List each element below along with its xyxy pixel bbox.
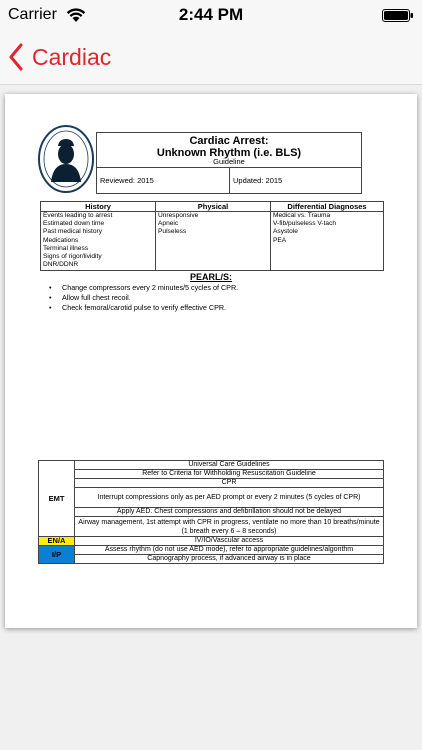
care-row: Capnography process, if advanced airway is in place bbox=[75, 555, 384, 564]
list-item: V-fib/pulseless V-tach bbox=[273, 220, 337, 228]
dates-row bbox=[97, 167, 361, 194]
care-row: Airway management, 1st attempt with CPR in progress, ventilate no more than 10 breaths/minute (1 breath every 6 – 8 seconds) bbox=[75, 517, 384, 537]
document-title bbox=[97, 135, 361, 159]
list-item: Estimated down time bbox=[43, 220, 105, 228]
pearls-heading: PEARL/S: bbox=[189, 272, 232, 282]
care-row: Universal Care Guidelines bbox=[75, 461, 384, 470]
column-header: Physical bbox=[156, 202, 270, 212]
care-row: Apply AED. Chest compressions and defibrillation should not be delayed bbox=[75, 508, 384, 517]
list-item: DNR/DDNR bbox=[43, 261, 79, 269]
back-button[interactable] bbox=[8, 39, 111, 75]
document-page bbox=[5, 94, 417, 628]
pearl-item: • Allow full chest recoil. bbox=[49, 293, 389, 303]
differential-column bbox=[270, 202, 383, 270]
assessment-table bbox=[40, 201, 384, 271]
pearls-list bbox=[49, 283, 389, 313]
navigation-bar bbox=[0, 30, 422, 85]
care-row: Interrupt compressions only as per AED prompt or every 2 minutes (5 cycles of CPR) bbox=[75, 488, 384, 508]
history-column bbox=[41, 202, 155, 270]
document-subtitle: Guideline bbox=[213, 157, 245, 166]
seal-logo bbox=[37, 124, 95, 194]
list-item: Asystole bbox=[273, 228, 298, 236]
care-levels-table bbox=[38, 460, 384, 564]
list-item: Pulseless bbox=[158, 228, 187, 236]
status-bar bbox=[0, 0, 422, 30]
list-item: Signs of rigor/lividity bbox=[43, 253, 102, 261]
list-item: Medical vs. Trauma bbox=[273, 212, 331, 219]
care-row: IV/IO/Vascular access bbox=[75, 537, 384, 546]
list-item: Past medical history bbox=[43, 228, 102, 236]
battery-icon bbox=[382, 9, 414, 22]
level-emt: EMT bbox=[39, 461, 75, 537]
care-row: Refer to Criteria for Withholding Resuscitation Guideline bbox=[75, 470, 384, 479]
care-row: CPR bbox=[75, 479, 384, 488]
title-line-1: Cardiac Arrest: bbox=[189, 135, 269, 147]
updated-date: Updated: 2015 bbox=[229, 168, 361, 194]
document-viewer[interactable] bbox=[0, 86, 422, 750]
reviewed-date: Reviewed: 2015 bbox=[100, 176, 154, 185]
column-header: Differential Diagnoses bbox=[271, 202, 383, 212]
pearl-item: • Change compressors every 2 minutes/5 cycles of CPR. bbox=[49, 283, 389, 293]
title-line-2: Unknown Rhythm (i.e. BLS) bbox=[156, 147, 302, 159]
list-item: Apneic bbox=[158, 220, 179, 228]
carrier-label: Carrier bbox=[8, 6, 57, 23]
title-box bbox=[96, 132, 362, 194]
list-item: Events leading to arrest bbox=[43, 212, 113, 219]
level-ip: I/P bbox=[39, 546, 75, 564]
pearl-item: • Check femoral/carotid pulse to verify effective CPR. bbox=[49, 303, 389, 313]
list-item: Medications bbox=[43, 236, 79, 244]
column-header: History bbox=[41, 202, 155, 212]
list-item: PEA bbox=[273, 236, 287, 244]
list-item: Unresponsive bbox=[158, 212, 199, 219]
chevron-left-icon bbox=[8, 43, 24, 71]
level-ena: EN/A bbox=[39, 537, 75, 546]
list-item: Terminal illness bbox=[43, 244, 89, 252]
physical-column bbox=[155, 202, 270, 270]
clock-label: 2:44 PM bbox=[178, 5, 244, 24]
care-row: Assess rhythm (do not use AED mode), refer to appropriate guidelines/algorithm bbox=[75, 546, 384, 555]
back-button-label: Cardiac bbox=[32, 43, 112, 70]
